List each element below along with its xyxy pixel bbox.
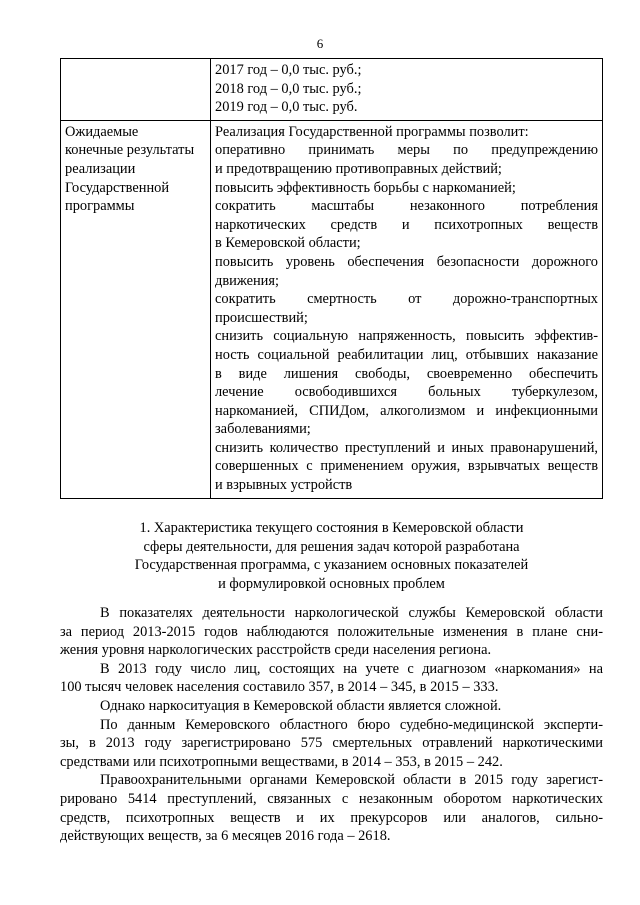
content-line: и взрывных устройств — [215, 477, 353, 494]
label-line: конечные результаты — [65, 142, 195, 159]
content-line: наркотических средств и психотропных веществ — [215, 216, 598, 233]
content-line: и предотвращению противоправных действий; — [215, 160, 502, 177]
content-line: лечение освободившихся больных туберкулезом, — [215, 384, 598, 401]
heading-line: и формулировкой основных проблем — [218, 575, 445, 592]
body-text — [60, 604, 603, 846]
section-heading — [60, 519, 603, 593]
funding-line: 2017 год – 0,0 тыс. руб.; — [215, 62, 362, 78]
paragraph — [60, 660, 603, 697]
content-line: совершенных с применением оружия, взрывчатых веществ — [215, 458, 598, 475]
expected-results-label — [61, 120, 211, 498]
content-line: заболеваниями; — [215, 421, 311, 438]
paragraph-line: зы, в 2013 году зарегистрировано 575 смертельных отравлений наркотическими — [60, 735, 603, 752]
paragraph-line: рировано 5414 преступлений, связанных с незаконным оборотом наркотических — [60, 790, 603, 807]
program-table — [60, 58, 603, 499]
paragraph-line: за период 2013-2015 годов наблюдаются положительные изменения в плане сни- — [60, 623, 603, 640]
paragraph-line: средствами или психотропными веществами, в 2014 – 353, в 2015 – 242. — [60, 753, 503, 770]
content-line: наркоманией, СПИДом, алкоголизмом и инфекционными — [215, 402, 598, 419]
content-line: снизить количество преступлений и иных правонарушений, — [215, 439, 598, 456]
paragraph — [60, 604, 603, 660]
label-line: реализации — [65, 160, 136, 177]
expected-results-content — [211, 120, 603, 498]
paragraph — [60, 716, 603, 772]
content-line: Реализация Государственной программы позволит: — [215, 123, 529, 140]
content-line: происшествий; — [215, 309, 308, 326]
funding-cell — [211, 59, 603, 121]
table-row — [61, 59, 603, 121]
heading-line: Государственная программа, с указанием основных показателей — [134, 557, 529, 574]
content-line: оперативно принимать меры по предупреждению — [215, 142, 598, 159]
heading-line: сферы деятельности, для решения задач которой разработана — [143, 538, 520, 555]
paragraph — [60, 771, 603, 845]
paragraph — [60, 697, 603, 716]
paragraph-line: В показателях деятельности наркологической службы Кемеровской области — [100, 605, 603, 621]
heading-line: 1. Характеристика текущего состояния в Кемеровской области — [139, 520, 524, 536]
paragraph-line: Однако наркоситуация в Кемеровской области является сложной. — [100, 697, 502, 714]
content-line: ность социальной реабилитации лиц, отбывших наказание — [215, 346, 598, 363]
content-line: движения; — [215, 272, 279, 289]
content-line: повысить уровень обеспечения безопасности дорожного — [215, 253, 598, 270]
content-line: снизить социальную напряженность, повысить эффектив- — [215, 328, 598, 345]
page-number: 6 — [316, 36, 324, 51]
content-line: сократить масштабы незаконного потребления — [215, 198, 598, 215]
funding-line: 2019 год – 0,0 тыс. руб. — [215, 99, 358, 116]
label-line: Государственной — [65, 179, 170, 196]
content-line: сократить смертность от дорожно-транспортных — [215, 291, 598, 308]
paragraph-line: По данным Кемеровского областного бюро судебно-медицинской эксперти- — [100, 716, 603, 733]
label-line: программы — [65, 198, 135, 215]
paragraph-line: Правоохранительными органами Кемеровской области в 2015 году зарегист- — [100, 772, 603, 789]
content-line: в виде лишения свободы, своевременно обеспечить — [215, 365, 598, 382]
table-row — [61, 120, 603, 498]
funding-line: 2018 год – 0,0 тыс. руб.; — [215, 80, 362, 97]
paragraph-line: действующих веществ, за 6 месяцев 2016 года – 2618. — [60, 828, 391, 845]
label-line: Ожидаемые — [65, 123, 139, 140]
content-line: в Кемеровской области; — [215, 235, 361, 252]
paragraph-line: 100 тысяч человек населения составило 357, в 2014 – 345, в 2015 – 333. — [60, 679, 499, 696]
row1-label-cell — [61, 59, 211, 121]
paragraph-line: жения уровня наркологических расстройств среди населения региона. — [60, 642, 492, 659]
paragraph-line: средств, психотропных веществ и их прекурсоров или аналогов, сильно- — [60, 809, 603, 826]
paragraph-line: В 2013 году число лиц, состоящих на учете с диагнозом «наркомания» на — [100, 660, 603, 677]
content-line: повысить эффективность борьбы с наркоманией; — [215, 179, 516, 196]
